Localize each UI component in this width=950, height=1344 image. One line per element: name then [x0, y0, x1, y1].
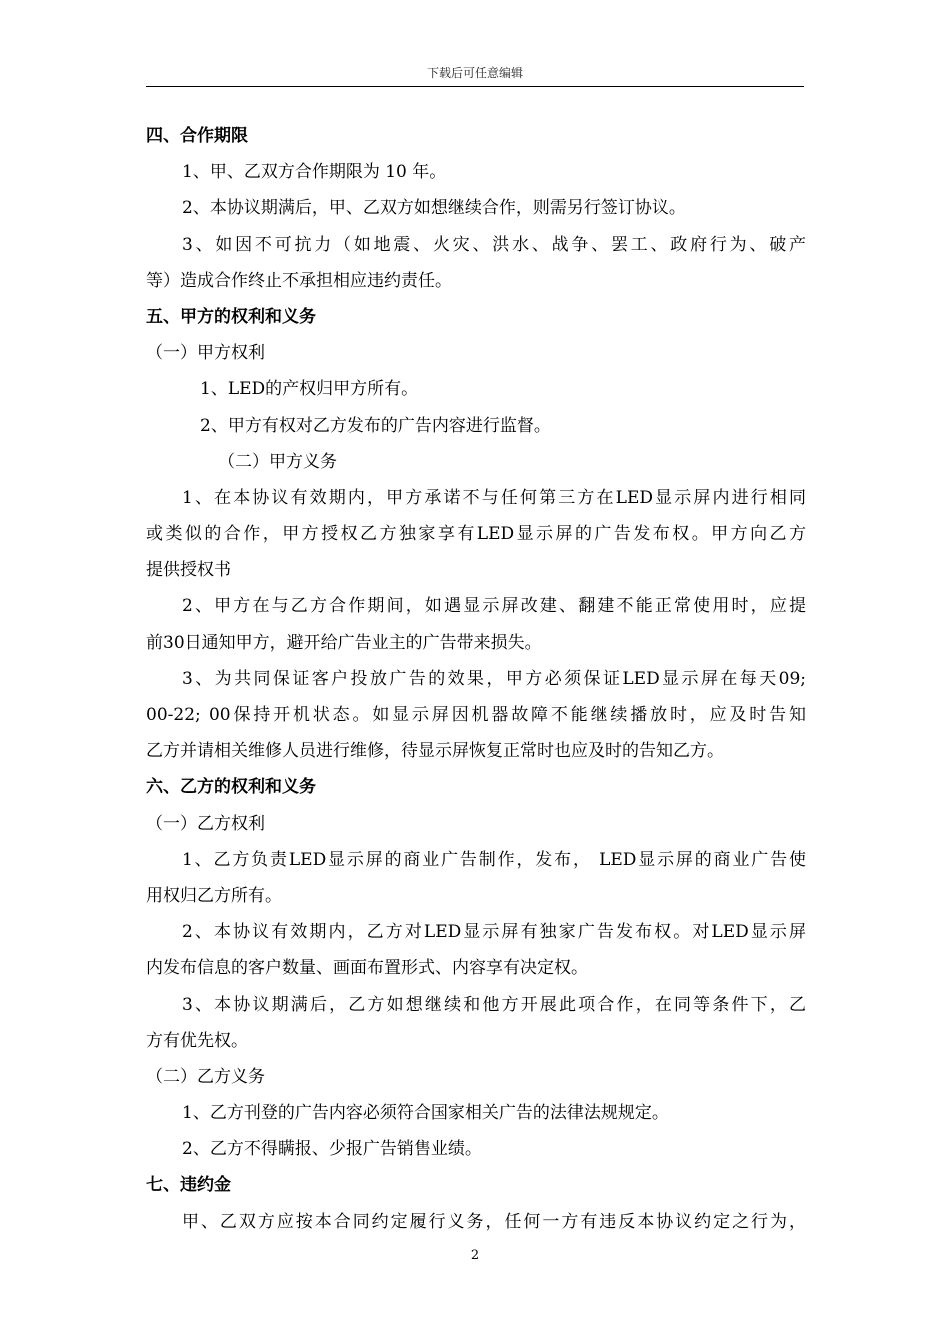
clause-text: 内发布信息的客户数量、画面布置形式、内容享有决定权。: [146, 958, 588, 979]
subsection-heading: （二）甲方义务: [218, 451, 337, 472]
clause-text: 00-22; 00保持开机状态。如显示屏因机器故障不能继续播放时，应及时告知: [146, 705, 806, 725]
clause-text: 3、本协议期满后，乙方如想继续和他方开展此项合作，在同等条件下，乙: [182, 994, 806, 1015]
clause-text: 2、甲方在与乙方合作期间，如遇显示屏改建、翻建不能正常使用时，应提: [182, 596, 806, 617]
clause-text: 前30日通知甲方，避开给广告业主的广告带来损失。: [146, 632, 542, 653]
clause-text: 乙方并请相关维修人员进行维修，待显示屏恢复正常时也应及时的告知乙方。: [146, 741, 724, 762]
header-rule: [146, 86, 804, 87]
page-number: 2: [470, 1248, 480, 1263]
subsection-heading: （一）甲方权利: [146, 343, 265, 364]
clause-text: 提供授权书: [146, 560, 231, 581]
clause-text: 1、LED的产权归甲方所有。: [200, 379, 419, 400]
clause-text: 用权归乙方所有。: [146, 885, 282, 906]
clause-text: 方有优先权。: [146, 1030, 248, 1051]
section-heading-penalty: 七、违约金: [146, 1175, 231, 1196]
clause-text: 2、甲方有权对乙方发布的广告内容进行监督。: [200, 415, 551, 436]
clause-text: 2、本协议期满后，甲、乙双方如想继续合作，则需另行签订协议。: [182, 198, 686, 219]
clause-text: 3、如因不可抗力（如地震、火灾、洪水、战争、罢工、政府行为、破产: [182, 234, 806, 255]
clause-text: 1、乙方刊登的广告内容必须符合国家相关广告的法律法规规定。: [182, 1103, 669, 1124]
clause-text: 2、本协议有效期内，乙方对LED显示屏有独家广告发布权。对LED显示屏: [182, 922, 806, 943]
section-heading-term: 四、合作期限: [146, 126, 248, 146]
section-heading-party-a: 五、甲方的权利和义务: [146, 306, 316, 327]
page-header: 下载后可任意编辑: [426, 66, 523, 80]
clause-text: 3、为共同保证客户投放广告的效果，甲方必须保证LED显示屏在每天09;: [182, 668, 806, 689]
subsection-heading: （一）乙方权利: [146, 813, 265, 834]
clause-text: 等）造成合作终止不承担相应违约责任。: [146, 270, 452, 291]
clause-text: 1、在本协议有效期内，甲方承诺不与任何第三方在LED显示屏内进行相同: [182, 487, 806, 508]
subsection-heading: （二）乙方义务: [146, 1066, 265, 1087]
clause-text: 2、乙方不得瞒报、少报广告销售业绩。: [182, 1139, 482, 1160]
document-body: [146, 118, 806, 1240]
section-heading-party-b: 六、乙方的权利和义务: [146, 777, 316, 798]
clause-text: 或类似的合作，甲方授权乙方独家享有LED显示屏的广告发布权。甲方向乙方: [146, 524, 806, 545]
clause-text: 1、乙方负责LED显示屏的商业广告制作，发布， LED显示屏的商业广告使: [182, 849, 806, 870]
clause-text: 甲、乙双方应按本合同约定履行义务，任何一方有违反本协议约定之行为，: [182, 1211, 806, 1232]
clause-text: 1、甲、乙双方合作期限为 10 年。: [182, 162, 447, 183]
